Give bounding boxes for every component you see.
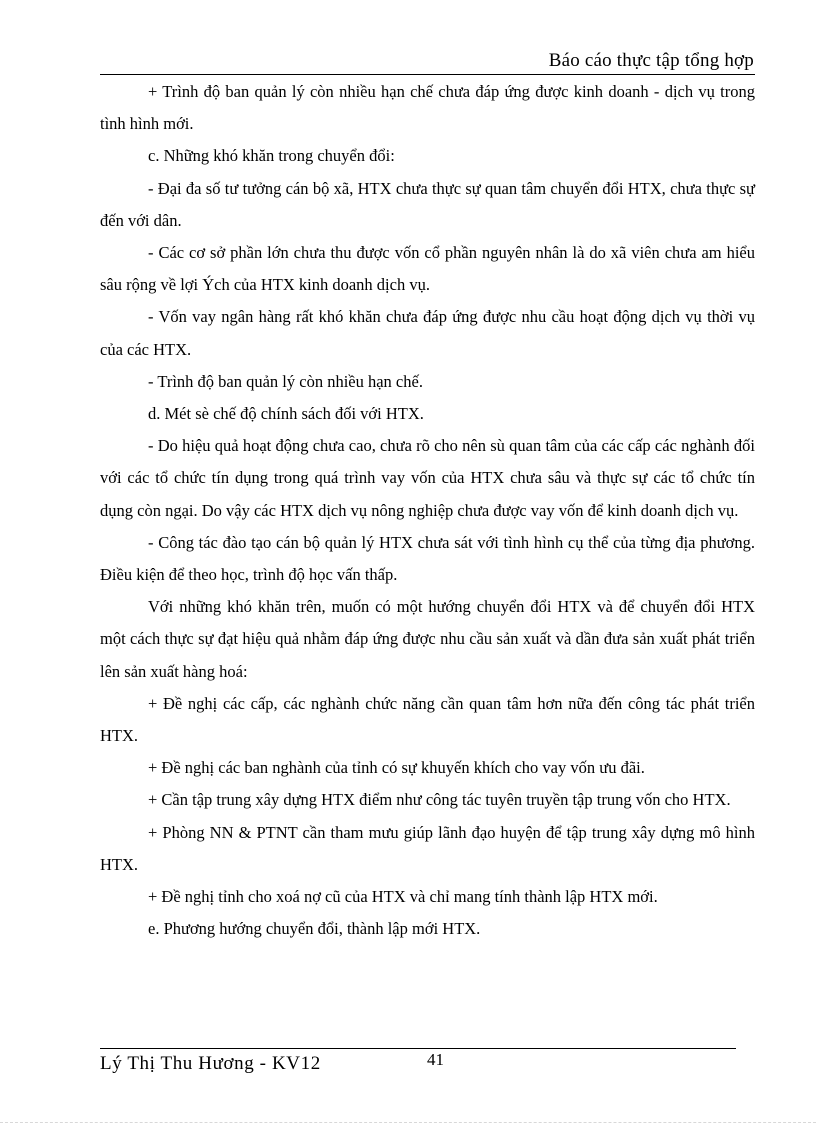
paragraph: c. Những khó khăn trong chuyển đổi: (148, 146, 395, 166)
document-body (100, 76, 755, 945)
paragraph: Với những khó khăn trên, muốn có một hướng chuyển đổi HTX và để chuyển đổi HTX một cách thực sự đạt hiệu quả nhằm đáp ứng được nhu cầu sản xuất và dần đưa sản xuất phát triển lên sản xuất hàng hoá: (100, 597, 755, 681)
footer-author: Lý Thị Thu Hương - KV12 (100, 1053, 321, 1074)
paragraph: + Cần tập trung xây dựng HTX điểm như công tác tuyên truyền tập trung vốn cho HTX. (148, 790, 731, 810)
paragraph: e. Phương hướng chuyển đổi, thành lập mới HTX. (148, 919, 481, 939)
paragraph: + Trình độ ban quản lý còn nhiều hạn chế chưa đáp ứng được kinh doanh - dịch vụ trong tình hình mới. (100, 82, 755, 134)
paragraph: d. Mét sè chế độ chính sách đối với HTX. (148, 404, 424, 424)
paragraph: + Phòng NN & PTNT cần tham mưu giúp lãnh đạo huyện để tập trung xây dựng mô hình HTX. (100, 822, 755, 874)
paragraph: - Đại đa số tư tưởng cán bộ xã, HTX chưa thực sự quan tâm chuyển đổi HTX, chưa thực sự đến với dân. (100, 178, 755, 230)
page-number: 41 (427, 1050, 444, 1069)
paragraph: - Trình độ ban quản lý còn nhiều hạn chế. (148, 371, 423, 391)
header-title: Báo cáo thực tập tổng hợp (548, 50, 754, 71)
paragraph: - Do hiệu quả hoạt động chưa cao, chưa rõ cho nên sù quan tâm của các cấp các nghành đối với các tổ chức tín dụng trong quá trình vay vốn của HTX chưa sâu và thực sự các tổ chức tín dụng còn ngại. Do vậy các HTX dịch vụ nông nghiệp chưa được vay vốn để kinh doanh dịch vụ. (100, 436, 755, 520)
paragraph: - Các cơ sở phần lớn chưa thu được vốn cổ phần nguyên nhân là do xã viên chưa am hiểu sâu rộng về lợi Ých của HTX kinh doanh dịch vụ. (100, 243, 755, 295)
header-divider (100, 74, 755, 75)
paragraph: + Đề nghị các cấp, các nghành chức năng cần quan tâm hơn nữa đến công tác phát triển HTX. (100, 693, 755, 746)
paragraph: - Công tác đào tạo cán bộ quản lý HTX chưa sát với tình hình cụ thể của từng địa phương. Điều kiện để theo học, trình độ học vấn thấp. (100, 532, 755, 585)
footer-divider (100, 1048, 736, 1049)
paragraph: + Đề nghị tỉnh cho xoá nợ cũ của HTX và chỉ mang tính thành lập HTX mới. (148, 887, 658, 907)
paragraph: - Vốn vay ngân hàng rất khó khăn chưa đáp ứng được nhu cầu hoạt động dịch vụ thời vụ của các HTX. (100, 307, 755, 359)
paragraph: + Đề nghị các ban nghành của tỉnh có sự khuyến khích cho vay vốn ưu đãi. (148, 758, 645, 778)
